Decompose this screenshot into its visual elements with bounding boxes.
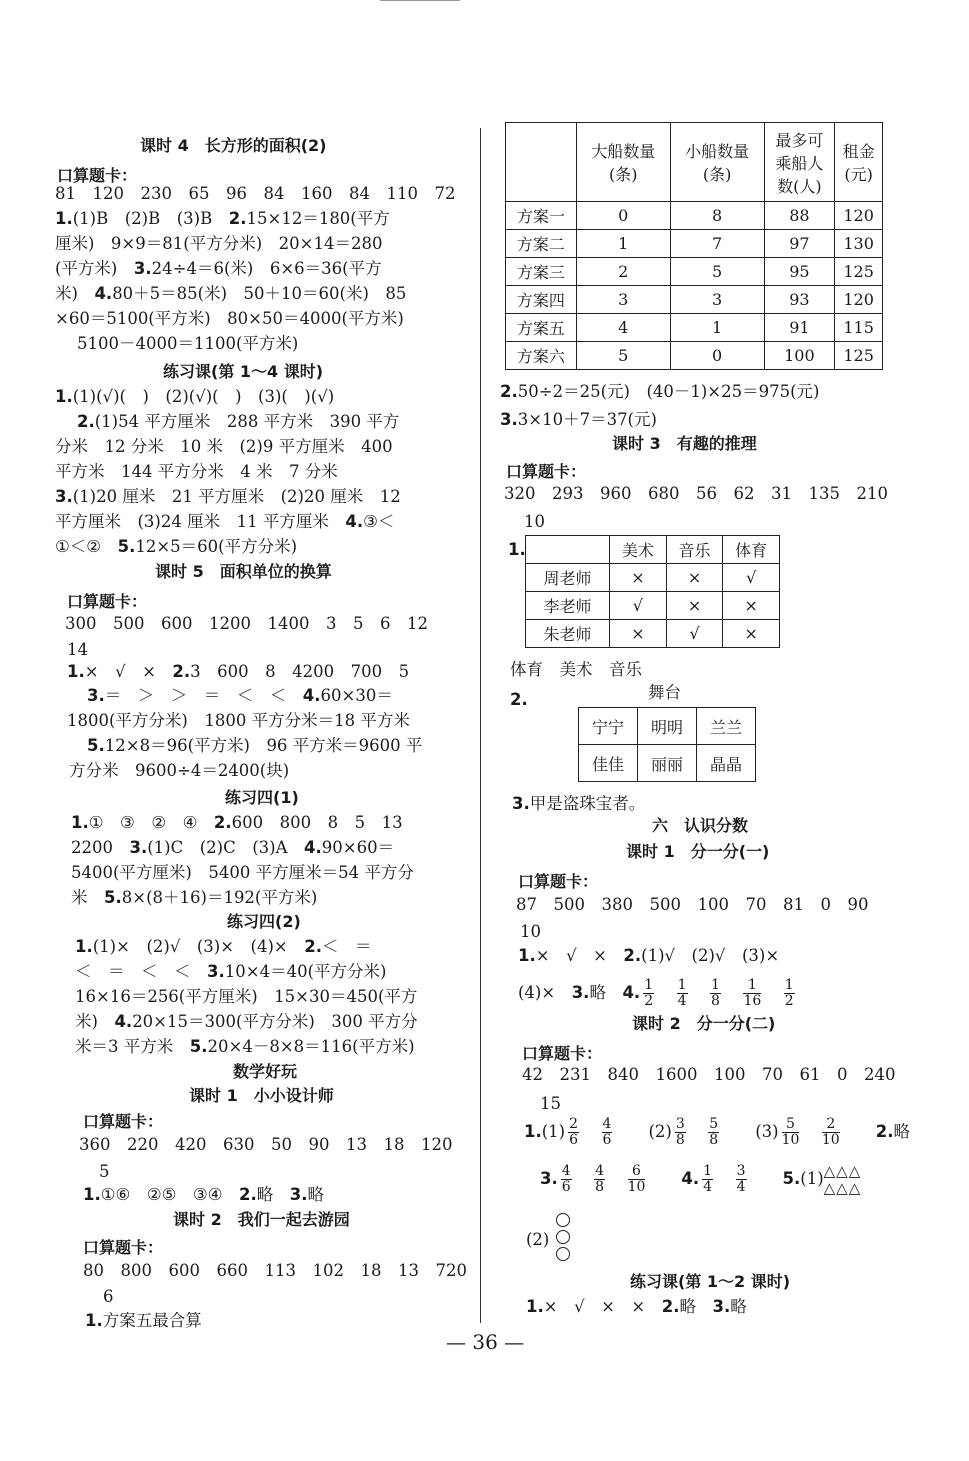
- section-title: 练习四(2): [227, 912, 301, 931]
- answer-line: 平方厘米 (3)24 厘米 11 平方厘米 4.③＜: [55, 512, 395, 531]
- answer-line: 1.(1)B (2)B (3)B 2.15×12＝180(平方: [55, 209, 390, 228]
- answer-line: (4)× 3.略 4. $\frac{1}{2}$ $\frac{1}{4}$ $\frac{1}{8}$ $\frac{1}{16}$ $\frac{1}{2}$: [518, 978, 814, 1009]
- table-header-row: [506, 123, 883, 202]
- answer-line: 3.＝ ＞ ＞ ＝ ＜ ＜ 4.60×30＝: [87, 686, 393, 705]
- numerator: 5: [782, 1117, 800, 1133]
- table-cell: 5: [670, 258, 764, 286]
- fraction-group: [558, 1163, 665, 1195]
- denominator: 8: [675, 1132, 685, 1148]
- fraction: [568, 1117, 579, 1148]
- denominator: 4: [677, 993, 687, 1009]
- table-cell: √: [610, 592, 667, 620]
- section-title: 课时 3 有趣的推理: [612, 434, 757, 453]
- boat-plan-table: [505, 122, 883, 370]
- fraction: [643, 978, 654, 1009]
- fraction-group: [779, 1116, 860, 1148]
- fraction: [561, 1164, 572, 1195]
- denominator: 6: [561, 1179, 571, 1195]
- table-cell: 李老师: [526, 592, 610, 620]
- answer-line: 1.× √ × × 2.略 3.略: [526, 1297, 747, 1316]
- circle-drawing: [556, 1213, 570, 1264]
- card-label: 口算题卡：: [522, 1044, 603, 1063]
- table-cell: 93: [764, 286, 835, 314]
- answer-line: 1.①⑥ ②⑤ ③④ 2.略 3.略: [83, 1185, 325, 1204]
- numerator: 6: [628, 1164, 646, 1180]
- answer-line: 6: [103, 1287, 114, 1306]
- card-label: 口算题卡：: [67, 592, 148, 611]
- table-cell: 7: [670, 230, 764, 258]
- denominator: 6: [602, 1132, 612, 1148]
- table-row: [579, 708, 756, 745]
- table-cell: 95: [764, 258, 835, 286]
- numerator: 1: [703, 1163, 713, 1179]
- answer-line: 2.(1)54 平方厘米 288 平方米 390 平方: [77, 412, 400, 431]
- table-header-cell: 租金 (元): [835, 123, 883, 202]
- answer-line: 1.(1)(√)( ) (2)(√)( ) (3)( )(√): [55, 387, 335, 406]
- answer-line: 厘米) 9×9＝81(平方分米) 20×14＝280: [55, 234, 383, 253]
- answer-line: (平方米) 3.24÷4＝6(米) 6×6＝36(平方: [55, 259, 382, 278]
- section-title: 课时 1 小小设计师: [189, 1086, 334, 1105]
- section-title: 数学好玩: [233, 1062, 298, 1081]
- table-row: [506, 258, 883, 286]
- circle-shape: [556, 1213, 570, 1227]
- stage-label: 舞台: [648, 683, 681, 702]
- answer-line: 米) 4.20×15＝300(平方分米) 300 平方分: [75, 1012, 418, 1031]
- table-cell: 120: [835, 286, 883, 314]
- answer-line: 米) 4.80＋5＝85(米) 50＋10＝60(米) 85: [55, 284, 407, 303]
- section-title: 练习课(第 1～4 课时): [163, 362, 324, 381]
- triangle-rows: △△△ △△△: [823, 1161, 862, 1197]
- table-cell: 周老师: [526, 564, 610, 592]
- table-header-cell: 最多可 乘船人 数(人): [764, 123, 835, 202]
- question-number: 2.: [510, 690, 528, 709]
- numerator: 1: [677, 977, 687, 993]
- numerator: 5: [709, 1116, 719, 1132]
- fraction: [743, 978, 761, 1009]
- table-cell: √: [666, 620, 723, 648]
- numerator: 2: [569, 1116, 579, 1132]
- answer-line: ＜ ＝ ＜ ＜ 3.10×4＝40(平方分米): [75, 962, 387, 981]
- table-cell: 3: [670, 286, 764, 314]
- column-divider: [480, 128, 481, 1323]
- answer-line: 3.甲是盗珠宝者。: [512, 794, 646, 813]
- table-cell: 方案四: [506, 286, 577, 314]
- seat-cell: 宁宁: [579, 708, 638, 745]
- table-cell: 0: [670, 342, 764, 370]
- section-title: 课时 2 分一分(二): [632, 1014, 776, 1033]
- denominator: 8: [711, 993, 720, 1009]
- fraction-group: [565, 1116, 632, 1148]
- fraction: [675, 1117, 686, 1148]
- table-row: [506, 342, 883, 370]
- answer-line: 2.50÷2＝25(元) (40－1)×25＝975(元): [500, 382, 820, 401]
- table-row: [526, 620, 780, 648]
- table-cell: ×: [666, 592, 723, 620]
- answer-line: 1.× √ × 2.3 600 8 4200 700 5: [67, 662, 410, 681]
- card-label: 口算题卡：: [518, 872, 599, 891]
- fraction: [710, 978, 721, 1009]
- numerator: 1: [711, 977, 720, 993]
- fraction: [628, 1164, 646, 1195]
- table-cell: 5: [576, 342, 670, 370]
- answer-line: 14: [67, 640, 88, 659]
- answer-line: 分米 12 分米 10 米 (2)9 平方厘米 400: [55, 437, 393, 456]
- answer-line: ×60＝5100(平方米) 80×50＝4000(平方米): [55, 309, 404, 328]
- table-header-cell: 美术: [610, 536, 667, 564]
- table-header-cell: [506, 123, 577, 202]
- circle-shape: [556, 1247, 570, 1261]
- answer-line: 87 500 380 500 100 70 81 0 90: [516, 895, 869, 914]
- fraction: [594, 1164, 605, 1195]
- table-cell: 4: [576, 314, 670, 342]
- table-cell: 方案三: [506, 258, 577, 286]
- denominator: 2: [784, 993, 794, 1009]
- table-cell: √: [723, 564, 780, 592]
- answer-line: 80 800 600 660 113 102 18 13 720: [83, 1261, 467, 1280]
- seat-cell: 佳佳: [579, 745, 638, 782]
- table-cell: 115: [835, 314, 883, 342]
- numerator: 3: [675, 1116, 685, 1132]
- answer-line: 3.(1)20 厘米 21 平方厘米 (2)20 厘米 12: [55, 487, 401, 506]
- table-cell: ×: [666, 564, 723, 592]
- table-header-cell: 大船数量 (条): [576, 123, 670, 202]
- section-title: 练习课(第 1～2 课时): [630, 1272, 791, 1291]
- table-cell: 0: [576, 202, 670, 230]
- section-title: 课时 5 面积单位的换算: [155, 562, 332, 581]
- table-header-cell: 小船数量 (条): [670, 123, 764, 202]
- numerator: 3: [736, 1163, 746, 1179]
- table-row: [579, 745, 756, 782]
- table-cell: 125: [835, 342, 883, 370]
- seat-cell: 兰兰: [697, 708, 756, 745]
- table-header-row: [526, 536, 780, 564]
- section-title: 课时 1 分一分(一): [626, 842, 770, 861]
- denominator: 10: [821, 1132, 840, 1148]
- answer-line: (2): [526, 1230, 550, 1249]
- table-cell: 方案六: [506, 342, 577, 370]
- answer-line: 300 500 600 1200 1400 3 5 6 12: [65, 614, 428, 633]
- teacher-subject-table: [525, 535, 780, 648]
- table-cell: 2: [576, 258, 670, 286]
- table-cell: 88: [764, 202, 835, 230]
- denominator: 4: [736, 1179, 746, 1195]
- answer-line: 10: [524, 512, 545, 531]
- answer-line: 16×16＝256(平方厘米) 15×30＝450(平方: [75, 987, 418, 1006]
- answer-line: 方分米 9600÷4＝2400(块): [69, 761, 290, 780]
- answer-line: 1.① ③ ② ④ 2.600 800 8 5 13: [71, 813, 403, 832]
- denominator: 4: [703, 1179, 713, 1195]
- answer-line: 米＝3 平方米 5.20×4－8×8＝116(平方米): [75, 1037, 415, 1056]
- fraction: [784, 978, 795, 1009]
- table-cell: ×: [610, 620, 667, 648]
- numerator: 4: [602, 1116, 612, 1132]
- answer-line: 1.(1) $\frac{2}{6}$ $\frac{4}{6}$ (2) $\frac{3}{8}$ $\frac{5}{8}$ (3) $\frac{5}{10}$ $\frac{2}{10}$ 2.略: [524, 1116, 910, 1148]
- answer-line: 体育 美术 音乐: [510, 660, 642, 679]
- table-cell: 125: [835, 258, 883, 286]
- table-cell: ×: [610, 564, 667, 592]
- answer-line: 2200 3.(1)C (2)C (3)A 4.90×60＝: [71, 838, 395, 857]
- denominator: 10: [781, 1132, 800, 1148]
- table-cell: 130: [835, 230, 883, 258]
- table-cell: 100: [764, 342, 835, 370]
- denominator: 10: [627, 1179, 646, 1195]
- answer-line: 42 231 840 1600 100 70 61 0 240: [522, 1065, 896, 1084]
- card-label: 口算题卡：: [506, 462, 587, 481]
- card-label: 口算题卡：: [83, 1238, 164, 1257]
- fraction: [702, 1164, 713, 1195]
- table-cell: 8: [670, 202, 764, 230]
- seat-cell: 明明: [638, 708, 697, 745]
- table-cell: 方案五: [506, 314, 577, 342]
- numerator: 2: [822, 1117, 840, 1133]
- numerator: 1: [784, 977, 794, 993]
- numerator: 1: [743, 978, 761, 994]
- table-cell: 1: [576, 230, 670, 258]
- table-cell: 朱老师: [526, 620, 610, 648]
- table-cell: 91: [764, 314, 835, 342]
- table-row: [506, 314, 883, 342]
- table-cell: 120: [835, 202, 883, 230]
- answer-line: 81 120 230 65 96 84 160 84 110 72: [55, 184, 456, 203]
- fraction-group: [672, 1116, 739, 1148]
- answer-line: 平方米 144 平方分米 4 米 7 分米: [55, 462, 338, 481]
- table-cell: ×: [723, 620, 780, 648]
- table-row: [526, 564, 780, 592]
- table-cell: 97: [764, 230, 835, 258]
- question-number: 1.: [508, 540, 526, 559]
- top-edge-mark: [380, 0, 460, 4]
- fraction: [602, 1117, 613, 1148]
- section-title: 课时 4 长方形的面积(2): [140, 136, 327, 155]
- table-header-cell: [526, 536, 610, 564]
- seating-table: [578, 707, 756, 782]
- table-header-cell: 体育: [723, 536, 780, 564]
- numerator: 4: [595, 1163, 605, 1179]
- answer-line: 1.方案五最合算: [85, 1311, 202, 1330]
- fraction: [677, 978, 688, 1009]
- answer-line: 米 5.8×(8＋16)＝192(平方米): [71, 888, 318, 907]
- answer-line: 5.12×8＝96(平方米) 96 平方米＝9600 平: [87, 736, 423, 755]
- answer-line: 3.3×10＋7＝37(元): [500, 410, 657, 429]
- table-header-cell: 音乐: [666, 536, 723, 564]
- table-row: [506, 230, 883, 258]
- answer-line: 5: [99, 1162, 110, 1181]
- table-row: [526, 592, 780, 620]
- answer-line: 1.(1)× (2)√ (3)× (4)× 2.＜ ＝: [75, 937, 372, 956]
- table-cell: ×: [723, 592, 780, 620]
- denominator: 8: [595, 1179, 605, 1195]
- table-cell: 方案二: [506, 230, 577, 258]
- table-row: [506, 202, 883, 230]
- answer-line: 5400(平方厘米) 5400 平方厘米＝54 平方分: [71, 863, 414, 882]
- answer-line: 10: [520, 922, 541, 941]
- answer-line: 5100－4000＝1100(平方米): [77, 334, 299, 353]
- card-label: 口算题卡：: [57, 166, 138, 185]
- circle-shape: [556, 1230, 570, 1244]
- fraction: [736, 1164, 747, 1195]
- numerator: 1: [644, 977, 654, 993]
- section-title: 练习四(1): [225, 788, 299, 807]
- fraction: [708, 1117, 719, 1148]
- denominator: 8: [709, 1132, 719, 1148]
- card-label: 口算题卡：: [83, 1112, 164, 1131]
- answer-line: 1800(平方分米) 1800 平方分米＝18 平方米: [67, 711, 410, 730]
- fraction-group: [699, 1163, 766, 1195]
- table-cell: 3: [576, 286, 670, 314]
- page-number: — 36 —: [446, 1330, 525, 1354]
- answer-line: 1.× √ × 2.(1)√ (2)√ (3)×: [518, 946, 780, 965]
- answer-line: 360 220 420 630 50 90 13 18 120: [79, 1135, 453, 1154]
- answer-line: 320 293 960 680 56 62 31 135 210: [504, 484, 888, 503]
- seat-cell: 晶晶: [697, 745, 756, 782]
- table-cell: 方案一: [506, 202, 577, 230]
- answer-line: ①＜② 5.12×5＝60(平方分米): [55, 537, 298, 556]
- denominator: 6: [569, 1132, 579, 1148]
- answer-line: 3. $\frac{4}{6}$ $\frac{4}{8}$ $\frac{6}{10}$ 4. $\frac{1}{4}$ $\frac{3}{4}$ 5.(1)△△△ △△△: [540, 1161, 862, 1197]
- chapter-title: 六 认识分数: [652, 816, 749, 835]
- denominator: 2: [644, 993, 654, 1009]
- fraction: [822, 1117, 840, 1148]
- seat-cell: 丽丽: [638, 745, 697, 782]
- numerator: 4: [561, 1163, 571, 1179]
- table-row: [506, 286, 883, 314]
- table-cell: 1: [670, 314, 764, 342]
- section-title: 课时 2 我们一起去游园: [173, 1210, 350, 1229]
- answer-line: 15: [540, 1094, 561, 1113]
- fraction: [782, 1117, 800, 1148]
- denominator: 16: [743, 993, 762, 1009]
